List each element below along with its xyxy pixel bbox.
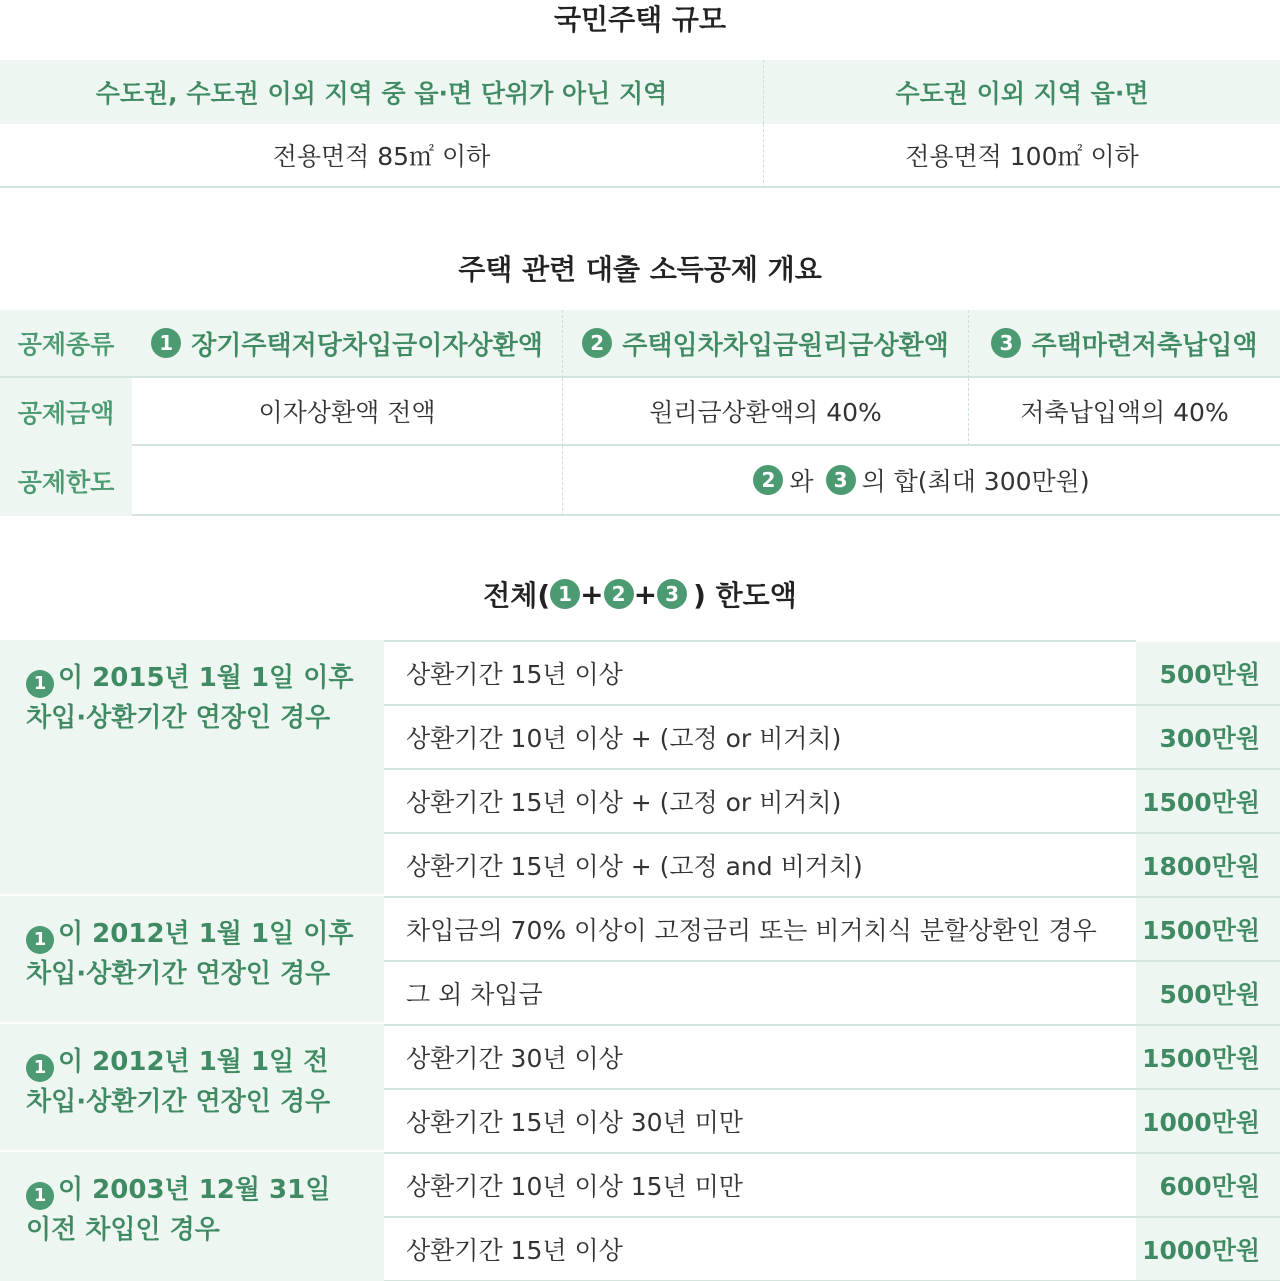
amount-cell: 300만원 <box>1136 706 1280 768</box>
header-cell-rural: 수도권 이외 지역 읍·면 <box>764 60 1280 124</box>
row-label-type: 공제종류 <box>0 310 132 378</box>
group-label-line: 이 2012년 1월 1일 전 <box>58 1047 329 1077</box>
row-label-limit: 공제한도 <box>0 446 132 516</box>
number-badge-icon: 1 <box>26 1182 54 1210</box>
amount-cell: 1500만원 <box>1136 1026 1280 1088</box>
condition-cell: 상환기간 15년 이상 <box>384 642 1136 704</box>
condition-cell: 상환기간 15년 이상 <box>384 1218 1136 1280</box>
limit-cell <box>563 446 1280 516</box>
section3-title <box>0 574 1280 614</box>
number-badge-icon: 1 <box>26 926 54 954</box>
table-row <box>384 770 1280 834</box>
condition-cell: 상환기간 10년 이상 15년 미만 <box>384 1154 1136 1216</box>
condition-cell: 차입금의 70% 이상이 고정금리 또는 비거치식 분할상환인 경우 <box>384 898 1136 960</box>
type-label: 주택임차차입금원리금상환액 <box>622 330 949 361</box>
group-label-line: 이 2003년 12월 31일 <box>58 1175 331 1205</box>
section1-title: 국민주택 규모 <box>553 3 727 36</box>
type-label: 장기주택저당차입금이자상환액 <box>191 330 543 361</box>
number-badge-icon: 2 <box>753 465 783 495</box>
table-row <box>384 898 1280 962</box>
number-badge-icon: 1 <box>26 670 54 698</box>
amount-cell-2: 원리금상환액의 40% <box>563 378 969 446</box>
group-label <box>0 1152 384 1281</box>
table-header-row <box>0 60 1280 124</box>
total-limit-table <box>0 640 1280 1281</box>
amount-cell: 500만원 <box>1136 962 1280 1024</box>
condition-cell: 상환기간 10년 이상 + (고정 or 비거치) <box>384 706 1136 768</box>
condition-cell: 그 외 차입금 <box>384 962 1136 1024</box>
amount-cell-1: 이자상환액 전액 <box>132 378 563 446</box>
group-label <box>0 640 384 896</box>
table-row <box>384 1154 1280 1218</box>
section2-title: 주택 관련 대출 소득공제 개요 <box>458 253 822 286</box>
amount-cell: 1000만원 <box>1136 1218 1280 1280</box>
table-row <box>384 1026 1280 1090</box>
condition-cell: 상환기간 15년 이상 + (고정 or 비거치) <box>384 770 1136 832</box>
value-cell-rural: 전용면적 100㎡ 이하 <box>764 124 1280 188</box>
amount-cell: 600만원 <box>1136 1154 1280 1216</box>
table-row <box>384 834 1280 898</box>
type-cell-1 <box>132 310 563 378</box>
title-prefix: 전체( <box>483 579 551 612</box>
amount-cell: 1500만원 <box>1136 898 1280 960</box>
limit-text: 의 합(최대 300만원) <box>861 467 1090 496</box>
number-badge-icon: 1 <box>550 579 580 609</box>
amount-cell: 1500만원 <box>1136 770 1280 832</box>
number-badge-icon: 3 <box>657 579 687 609</box>
group-label-line: 차입·상환기간 연장인 경우 <box>26 1087 331 1117</box>
number-badge-icon: 3 <box>991 328 1021 358</box>
table-row <box>384 642 1280 706</box>
type-cell-2 <box>563 310 969 378</box>
condition-cell: 상환기간 30년 이상 <box>384 1026 1136 1088</box>
condition-cell: 상환기간 15년 이상 30년 미만 <box>384 1090 1136 1152</box>
type-cell-3 <box>969 310 1280 378</box>
amount-cell: 1000만원 <box>1136 1090 1280 1152</box>
number-badge-icon: 2 <box>604 579 634 609</box>
title-suffix: ) 한도액 <box>693 579 797 612</box>
amount-cell-3: 저축납입액의 40% <box>969 378 1280 446</box>
number-badge-icon: 1 <box>151 328 181 358</box>
table-row <box>384 1218 1280 1281</box>
plus-sign: + <box>580 577 604 611</box>
table-row <box>384 706 1280 770</box>
value-cell-metro: 전용면적 85㎡ 이하 <box>0 124 764 188</box>
amount-cell: 1800만원 <box>1136 834 1280 896</box>
group-label-line: 이전 차입인 경우 <box>26 1215 220 1245</box>
condition-cell: 상환기간 15년 이상 + (고정 and 비거치) <box>384 834 1136 896</box>
header-cell-metro: 수도권, 수도권 이외 지역 중 읍·면 단위가 아닌 지역 <box>0 60 764 124</box>
table-row <box>0 124 1280 188</box>
number-badge-icon: 1 <box>26 1054 54 1082</box>
table-row <box>384 962 1280 1026</box>
group-label <box>0 1024 384 1152</box>
housing-size-table <box>0 60 1280 188</box>
group-label <box>0 896 384 1024</box>
type-label: 주택마련저축납입액 <box>1031 330 1258 361</box>
group-label-line: 차입·상환기간 연장인 경우 <box>26 703 331 733</box>
number-badge-icon: 3 <box>826 465 856 495</box>
group-label-line: 차입·상환기간 연장인 경우 <box>26 959 331 989</box>
plus-sign: + <box>633 577 658 611</box>
deduction-overview-table <box>0 310 1280 516</box>
row-label-amount: 공제금액 <box>0 378 132 446</box>
table-row <box>384 1090 1280 1154</box>
amount-cell: 500만원 <box>1136 642 1280 704</box>
limit-cell-empty <box>132 446 563 516</box>
number-badge-icon: 2 <box>582 328 612 358</box>
group-label-line: 이 2015년 1월 1일 이후 <box>58 663 354 693</box>
limit-connector: 와 <box>789 467 814 496</box>
group-label-line: 이 2012년 1월 1일 이후 <box>58 919 354 949</box>
